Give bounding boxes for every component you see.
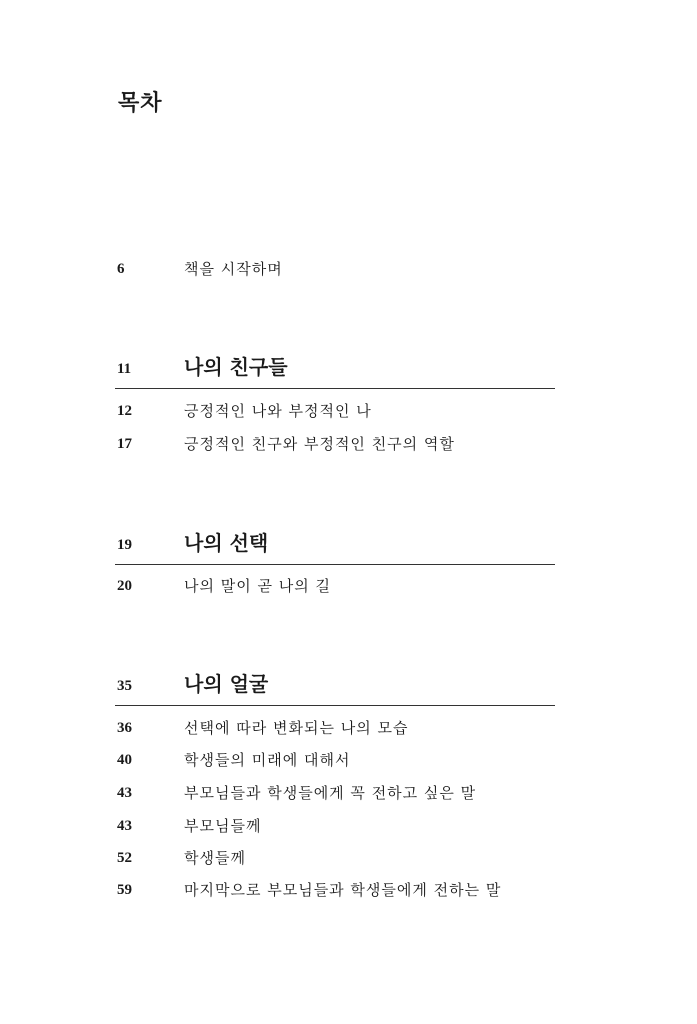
page-number: 40: [117, 752, 132, 768]
entry-title: 부모님들께: [184, 817, 262, 835]
page-number: 43: [117, 785, 132, 801]
section-divider: [115, 564, 555, 565]
toc-entry[interactable]: [0, 398, 697, 424]
section-heading-friends[interactable]: [0, 356, 697, 382]
page-number: 52: [117, 850, 132, 866]
entry-title: 학생들께: [184, 849, 246, 867]
section-heading-choice[interactable]: [0, 532, 697, 558]
page-number: 59: [117, 882, 132, 898]
page-number: 17: [117, 436, 132, 452]
page-number: 20: [117, 578, 132, 594]
entry-title: 긍정적인 친구와 부정적인 친구의 역할: [184, 435, 455, 453]
entry-title: 학생들의 미래에 대해서: [184, 751, 351, 769]
section-heading-face[interactable]: [0, 673, 697, 699]
section-title: 나의 친구들: [184, 355, 288, 379]
toc-entry[interactable]: [0, 431, 697, 457]
section-title: 나의 선택: [184, 531, 269, 555]
page-number: 12: [117, 403, 132, 419]
toc-entry[interactable]: [0, 747, 697, 773]
page-number: 43: [117, 818, 132, 834]
page-number: 11: [117, 361, 132, 377]
toc-entry[interactable]: [0, 877, 697, 903]
toc-entry-intro[interactable]: [0, 256, 697, 282]
toc-entry[interactable]: [0, 715, 697, 741]
page-number: 36: [117, 720, 132, 736]
entry-title: 나의 말이 곧 나의 길: [184, 577, 331, 595]
entry-title: 부모님들과 학생들에게 꼭 전하고 싶은 말: [184, 784, 477, 802]
page-number: 6: [117, 261, 125, 277]
section-divider: [115, 388, 555, 389]
page-number: 19: [117, 537, 132, 553]
entry-title: 책을 시작하며: [184, 260, 283, 278]
toc-entry[interactable]: [0, 813, 697, 839]
toc-entry[interactable]: [0, 845, 697, 871]
entry-title: 긍정적인 나와 부정적인 나: [184, 402, 372, 420]
entry-title: 마지막으로 부모님들과 학생들에게 전하는 말: [184, 881, 502, 899]
toc-entry[interactable]: [0, 780, 697, 806]
entry-title: 선택에 따라 변화되는 나의 모습: [184, 719, 409, 737]
toc-entry[interactable]: [0, 573, 697, 599]
section-divider: [115, 705, 555, 706]
page-number: 35: [117, 678, 132, 694]
section-title: 나의 얼굴: [184, 672, 269, 696]
page-title: 목차: [118, 90, 163, 116]
